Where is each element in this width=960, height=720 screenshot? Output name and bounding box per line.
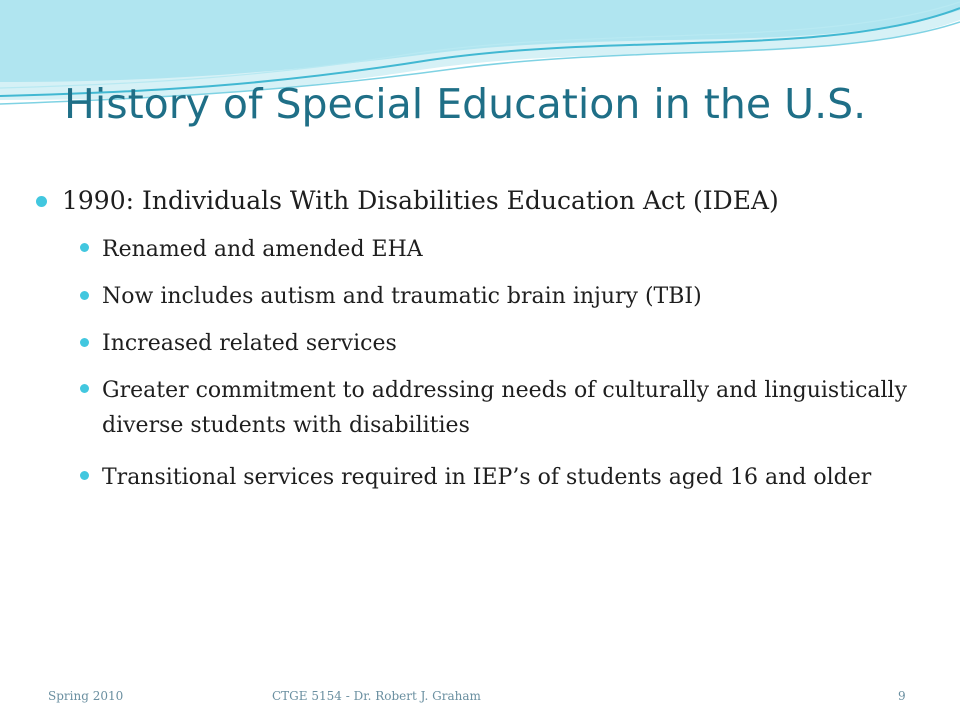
slide-title: History of Special Education in the U.S. <box>64 80 867 128</box>
footer-course: CTGE 5154 - Dr. Robert J. Graham <box>272 689 481 703</box>
sub-bullet-dot <box>80 338 89 347</box>
sub-bullet-related-services: Increased related services <box>102 331 397 356</box>
bullet-item-1990-idea: 1990: Individuals With Disabilities Education Act (IDEA) <box>62 186 779 215</box>
bullet-dot <box>36 196 47 207</box>
sub-bullet-dot <box>80 471 89 480</box>
sub-bullet-dot <box>80 384 89 393</box>
sub-bullet-renamed: Renamed and amended EHA <box>102 237 423 262</box>
footer-page-number: 9 <box>898 689 906 703</box>
sub-bullet-dot <box>80 243 89 252</box>
sub-bullet-transitional-services: Transitional services required in IEP’s of students aged 16 and older <box>102 465 872 490</box>
sub-bullet-dot <box>80 291 89 300</box>
sub-bullet-diverse-students: Greater commitment to addressing needs of culturally and linguistically diverse students with disabilities <box>102 378 908 438</box>
sub-bullet-autism-tbi: Now includes autism and traumatic brain injury (TBI) <box>102 284 702 309</box>
footer-date: Spring 2010 <box>48 689 124 703</box>
